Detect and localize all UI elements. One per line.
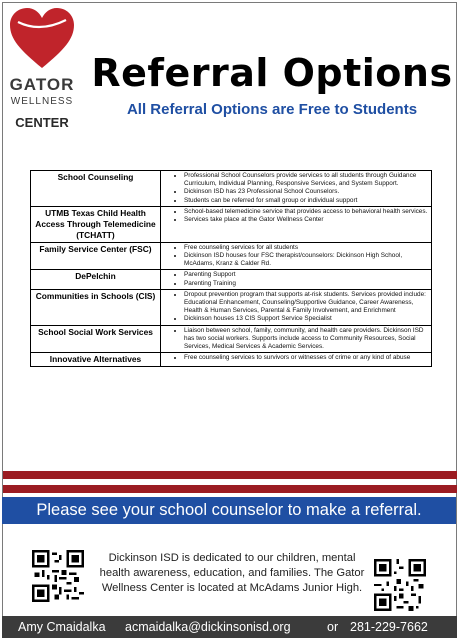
table-row bbox=[31, 242, 432, 270]
bullet-item: • Students can be referred for small group or individual support bbox=[184, 197, 428, 205]
bullet-list bbox=[164, 172, 428, 205]
service-name: School Social Work Services bbox=[31, 325, 161, 353]
bullet-item: • Dickinson ISD houses four FSC therapist/counselors: Dickinson High School, McAdams, Kranz & Calder Rd. bbox=[184, 252, 428, 268]
logo-line-gator: GATOR bbox=[9, 75, 75, 94]
table-row bbox=[31, 289, 432, 325]
bullet-list bbox=[164, 244, 428, 269]
bullet-list bbox=[164, 354, 428, 362]
bullet-list bbox=[164, 208, 428, 224]
table-row bbox=[31, 171, 432, 207]
service-description bbox=[161, 325, 432, 353]
service-name: Family Service Center (FSC) bbox=[31, 242, 161, 270]
service-description bbox=[161, 353, 432, 367]
bullet-list bbox=[164, 291, 428, 324]
bullet-item: • Dickinson houses 13 CIS Support Service Specialist bbox=[184, 315, 428, 323]
bullet-item: • Professional School Counselors provide services to all students through Guidance Curriculum, Individual Planning, Responsive Services, and System Support. bbox=[184, 172, 428, 188]
bullet-item: • Parenting Training bbox=[184, 280, 428, 288]
service-name: UTMB Texas Child Health Access Through Telemedicine (TCHATT) bbox=[31, 206, 161, 242]
contact-separator: or bbox=[327, 620, 339, 634]
service-name: School Counseling bbox=[31, 171, 161, 207]
divider-bar bbox=[3, 485, 457, 493]
bullet-list bbox=[164, 327, 428, 352]
qr-code-icon bbox=[374, 559, 426, 611]
bullet-item: • Parenting Support bbox=[184, 271, 428, 279]
service-name: DePelchin bbox=[31, 270, 161, 289]
service-description bbox=[161, 206, 432, 242]
table-row bbox=[31, 206, 432, 242]
bullet-item: • Liaison between school, family, community, and health care providers. Dickinson ISD has two social workers. Supports include access to Community Resources, Social Services, Medical Services & Academic Services. bbox=[184, 327, 428, 352]
bullet-item: • Free counseling services to survivors or witnesses of crime or any kind of abuse bbox=[184, 354, 428, 362]
bullet-item: • Services take place at the Gator Wellness Center bbox=[184, 216, 428, 224]
contact-email-link[interactable]: acmaidalka@dickinsonisd.org bbox=[125, 620, 291, 634]
gator-wellness-logo bbox=[6, 6, 78, 132]
bullet-list bbox=[164, 271, 428, 287]
service-description bbox=[161, 289, 432, 325]
table-row bbox=[31, 353, 432, 367]
service-description bbox=[161, 242, 432, 270]
contact-name: Amy Cmaidalka bbox=[18, 620, 106, 634]
referral-table bbox=[30, 170, 432, 367]
service-description bbox=[161, 270, 432, 289]
district-statement: Dickinson ISD is dedicated to our children, mental health awareness, education, and families. The Gator Wellness Center is located at McAdams Junior High. bbox=[99, 552, 365, 594]
bullet-item: • Dropout prevention program that supports at-risk students. Services provided include: Educational Enhancement, Counseling/Supportive Guidance, Career Awareness, Health & Human Services, Parental & Family Involvement, and Enrichment bbox=[184, 291, 428, 316]
logo-line-center: CENTER bbox=[15, 115, 69, 130]
bullet-item: • Dickinson ISD has 23 Professional School Counselors. bbox=[184, 188, 428, 196]
divider-bar bbox=[3, 471, 457, 479]
logo-line-wellness: WELLNESS bbox=[10, 96, 74, 107]
page-subtitle: All Referral Options are Free to Students bbox=[126, 101, 418, 118]
table-row bbox=[31, 325, 432, 353]
contact-phone[interactable]: 281-229-7662 bbox=[350, 620, 428, 634]
service-name: Innovative Alternatives bbox=[31, 353, 161, 367]
table-row bbox=[31, 270, 432, 289]
bullet-item: • Free counseling services for all students bbox=[184, 244, 428, 252]
call-to-action-banner: Please see your school counselor to make a referral. bbox=[2, 497, 456, 524]
contact-footer bbox=[2, 616, 457, 638]
service-name: Communities in Schools (CIS) bbox=[31, 289, 161, 325]
heart-icon bbox=[8, 6, 76, 72]
page-title: Referral Options bbox=[91, 51, 453, 95]
qr-code-icon bbox=[32, 550, 84, 602]
service-description bbox=[161, 171, 432, 207]
bullet-item: • School-based telemedicine service that provides access to behavioral health services. bbox=[184, 208, 428, 216]
